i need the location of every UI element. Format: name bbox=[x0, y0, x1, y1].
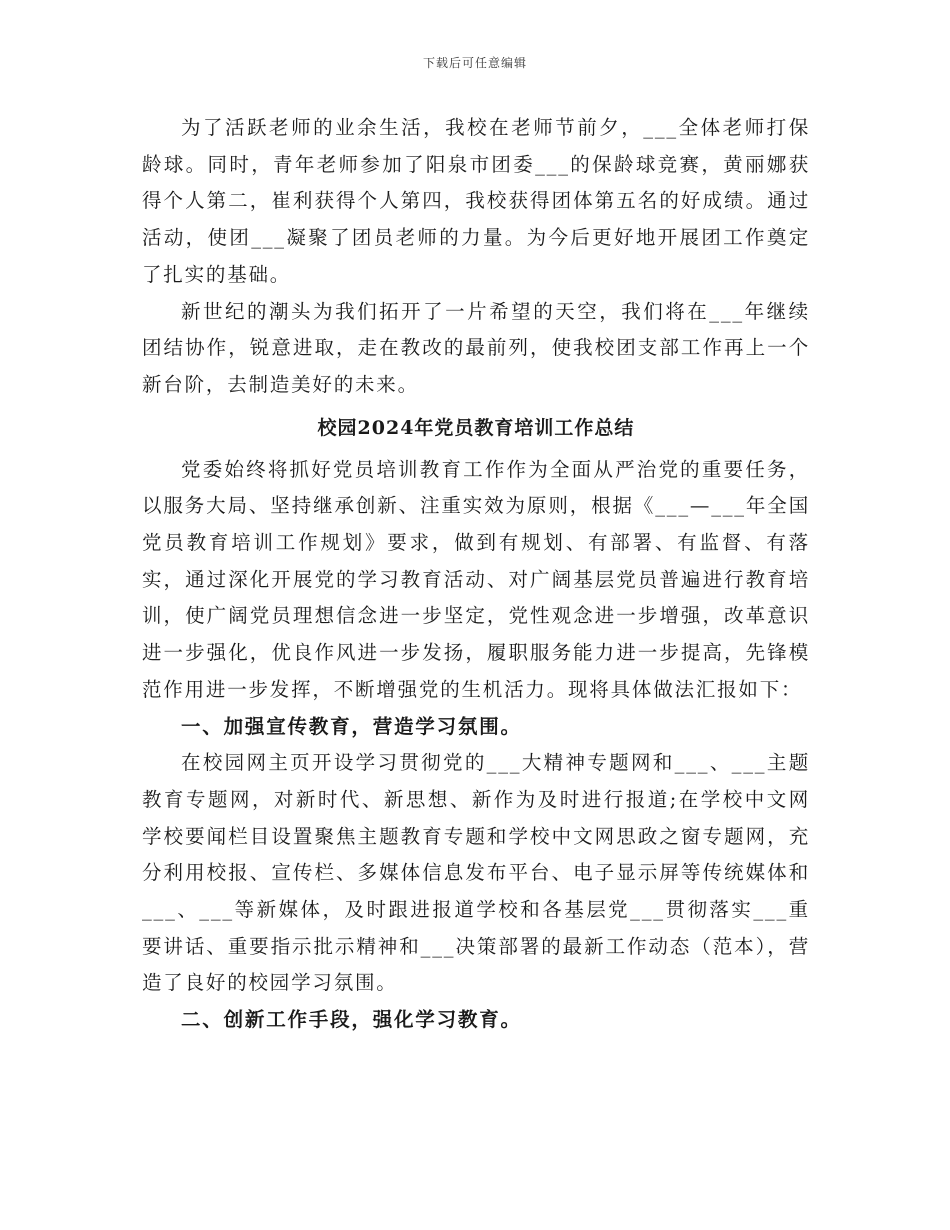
paragraph-bowling-activity: 为了活跃老师的业余生活，我校在老师节前夕，___全体老师打保龄球。同时，青年老师参加了阳泉市团委___的保龄球竞赛，黄丽娜获得个人第二，崔利获得个人第四，我校获得团体第五名的好成绩。通过活动，使团___凝聚了团员老师的力量。为今后更好地开展团工作奠定了扎实的基础。 bbox=[142, 116, 810, 286]
heading-section-1: 一、加强宣传教育，营造学习氛围。 bbox=[181, 714, 522, 738]
heading-section-2: 二、创新工作手段，强化学习教育。 bbox=[181, 1008, 522, 1032]
document-body bbox=[142, 110, 810, 1039]
paragraph-new-century: 新世纪的潮头为我们拓开了一片希望的天空，我们将在___年继续团结协作，锐意进取，走在教改的最前列，使我校团支部工作再上一个新台阶，去制造美好的未来。 bbox=[142, 299, 810, 396]
paragraph-intro: 党委始终将抓好党员培训教育工作作为全面从严治党的重要任务，以服务大局、坚持继承创新、注重实效为原则，根据《___—___年全国党员教育培训工作规划》要求，做到有规划、有部署、有监督、有落实，通过深化开展党的学习教育活动、对广阔基层党员普遍进行教育培训，使广阔党员理想信念进一步坚定，党性观念进一步增强，改革意识进一步强化，优良作风进一步发扬，履职服务能力进一步提高，先锋模范作用进一步发挥，不断增强党的生机活力。现将具体做法汇报如下： bbox=[142, 457, 810, 701]
paragraph-section-1: 在校园网主页开设学习贯彻党的___大精神专题网和___、___主题教育专题网，对新时代、新思想、新作为及时进行报道;在学校中文网学校要闻栏目设置聚焦主题教育专题和学校中文网思政之窗专题网，充分利用校报、宣传栏、多媒体信息发布平台、电子显示屏等传统媒体和___、___等新媒体，及时跟进报道学校和各基层党___贯彻落实___重要讲话、重要指示批示精神和___决策部署的最新工作动态（范本），营造了良好的校园学习氛围。 bbox=[142, 751, 810, 995]
page-header: 下载后可任意编辑 bbox=[422, 56, 527, 70]
document-title: 校园2024年党员教育培训工作总结 bbox=[317, 416, 635, 439]
